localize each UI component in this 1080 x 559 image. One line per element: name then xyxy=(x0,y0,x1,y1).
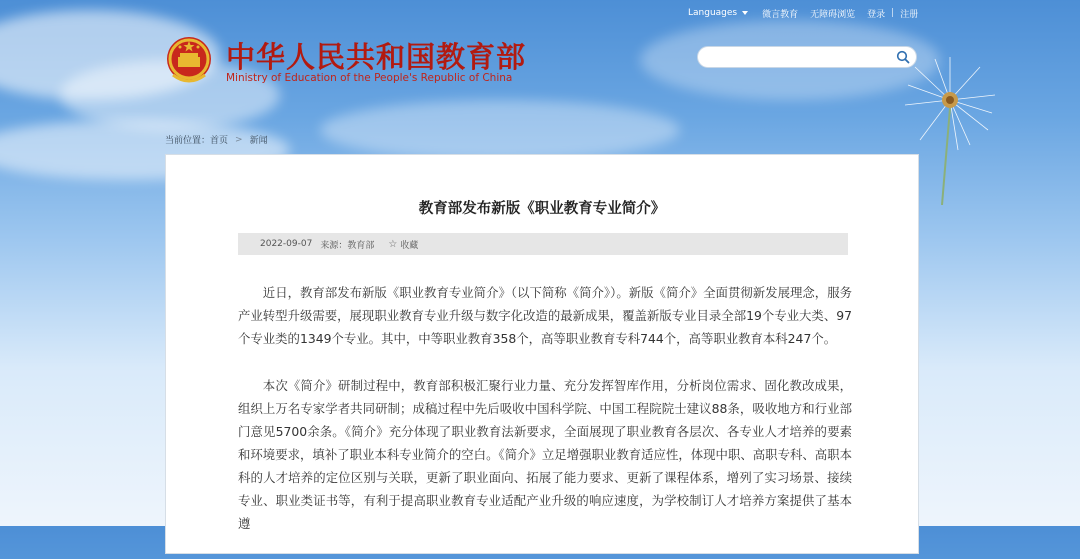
register-link[interactable]: 注册 xyxy=(900,9,919,20)
accessible-link[interactable]: 无障碍浏览 xyxy=(810,9,856,20)
article-paragraph: 本次《简介》研制过程中，教育部积极汇聚行业力量、充分发挥智库作用，分析岗位需求、固化教改成果，组织上万名专家学者共同研制；成稿过程中先后吸收中国科学院、中国工程院院士建议88条，吸收地方和行业部门意见5700余条。《简介》充分体现了职业教育法新要求，全面展现了职业教育各层次、各专业人才培养的要素和环境要求，填补了职业本科专业简介的空白。《简介》立足增强职业教育适应性，体现中职、高职专科、高职本科的人才培养的定位区别与关联，更新了职业面向、拓展了能力要求、更新了课程体系，增列了实习场景、接续专业、职业类证书等，有利于提高职业教育专业适配产业升级的响应速度，为学校制订人才培养方案提供了基本遵 xyxy=(238,378,852,531)
breadcrumb-home[interactable]: 首页 xyxy=(210,136,229,146)
chevron-right-icon: > xyxy=(235,134,243,145)
languages-dropdown[interactable] xyxy=(688,8,748,18)
national-emblem-icon[interactable] xyxy=(165,35,213,87)
breadcrumb-current[interactable]: 新闻 xyxy=(249,136,268,146)
breadcrumb xyxy=(165,133,268,146)
article-body xyxy=(238,281,852,559)
search-input[interactable] xyxy=(708,50,892,70)
top-links xyxy=(688,6,918,20)
divider: | xyxy=(891,8,895,18)
favorite-button[interactable]: 收藏 xyxy=(400,240,419,251)
chevron-down-icon[interactable] xyxy=(742,11,748,15)
weibo-link[interactable]: 微言教育 xyxy=(762,9,799,20)
article-title: 教育部发布新版《职业教育专业简介》 xyxy=(418,201,666,217)
site-subtitle: Ministry of Education of the People's Republic of China xyxy=(226,72,513,84)
site-title[interactable]: 中华人民共和国教育部 xyxy=(226,40,527,74)
article-meta-bar xyxy=(238,233,848,255)
star-icon[interactable]: ☆ xyxy=(388,238,398,250)
article-panel xyxy=(165,154,919,554)
cloud xyxy=(320,100,680,160)
breadcrumb-label: 当前位置： xyxy=(165,136,211,146)
article-date: 2022-09-07 xyxy=(260,239,313,249)
article-source: 来源：教育部 xyxy=(320,240,375,251)
languages-label[interactable]: Languages xyxy=(688,8,738,18)
article-paragraph: 近日，教育部发布新版《职业教育专业简介》（以下简称《简介》）。新版《简介》全面贯彻新发展理念，服务产业转型升级需要，展现职业教育专业升级与数字化改造的最新成果，覆盖新版专业目录全部19个专业大类、97个专业类的1349个专业。其中，中等职业教育358个，高等职业教育专科744个，高等职业教育本科247个。 xyxy=(238,285,852,346)
login-link[interactable]: 登录 xyxy=(867,9,886,20)
